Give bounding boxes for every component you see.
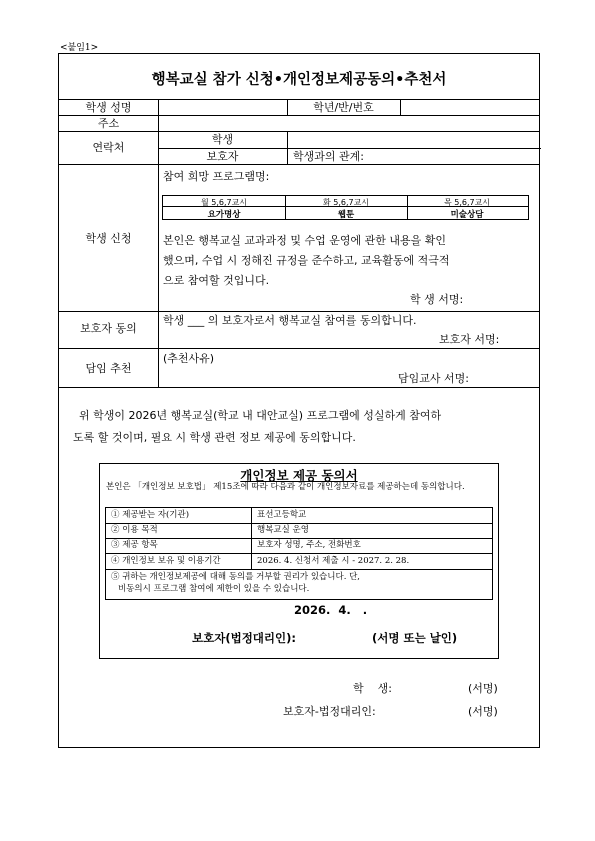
attachment-label: <붙임1> [60,43,99,53]
row-divider [59,387,539,388]
row-divider [158,148,541,149]
statement-text [73,405,441,449]
guardian-consent-label: 보호자 동의 [80,322,137,335]
program-wish-label: 참여 희망 프로그램명: [163,170,270,183]
consent-row-value: 2026. 4. 신청서 제출 시 - 2027. 2. 28. [257,556,410,566]
contact-student-label: 학생 [211,133,234,146]
consent-title: 개인정보 제공 동의서 [240,468,358,483]
statement-line: 도록 할 것이며, 필요 시 학생 관련 정보 제공에 동의합니다. [73,431,356,444]
consent-sign-label: (서명 또는 날인) [372,631,458,645]
consent-row-label: ③ 제공 항목 [111,540,158,550]
guardian-signature-label: 보호자 서명: [439,333,500,346]
student-signature-label: 학 생 서명: [410,293,464,306]
program-day: 목 5,6,7교시 [443,198,491,207]
page-title: 행복교실 참가 신청•개인정보제공동의•추천서 [151,72,447,88]
row-divider [106,553,492,554]
consent-note-line: 비동의시 프로그램 참여에 제한이 있을 수 있습니다. [118,584,310,594]
consent-table [105,507,493,600]
consent-row-label: ② 이용 목적 [111,525,158,535]
consent-row-label: ① 제공받는 자(기관) [111,510,190,520]
program-day: 월 5,6,7교시 [200,198,248,207]
privacy-consent-box [99,463,499,659]
row-divider [59,348,539,349]
program-option[interactable] [163,196,285,219]
consent-row-value: 표선고등학교 [257,510,307,520]
row-divider [106,538,492,539]
pledge-line: 했으며, 수업 시 정해진 규정을 준수하고, 교육활동에 적극적 [163,254,450,267]
grade-class-number-label: 학년/반/번호 [313,101,374,114]
guardian-consent-text: 학생 ___ 의 보호자로서 행복교실 참여를 동의합니다. [163,314,417,327]
program-option[interactable] [285,196,407,219]
program-name: 웹툰 [337,210,355,220]
program-name: 요가명상 [207,210,241,220]
footer-guardian-label: 보호자-법정대리인: [283,705,376,718]
program-options-table [162,195,529,220]
consent-note-line: ⑤ 귀하는 개인정보제공에 대해 동의를 거부할 권리가 있습니다. 단, [111,572,361,582]
consent-row-value: 행복교실 운영 [257,525,309,535]
application-label: 학생 신청 [85,232,132,245]
program-name: 미술상담 [450,210,484,220]
consent-intro: 본인은 「개인정보 보호법」 제15조에 따라 다음과 같이 개인정보자료를 제공하는데 동의합니다. [106,482,465,492]
teacher-signature-label: 담임교사 서명: [398,372,469,385]
student-name-label: 학생 성명 [85,101,132,114]
footer-student-sign: (서명) [468,682,498,695]
statement-line: 위 학생이 2026년 행복교실(학교 내 대안교실) 프로그램에 성실하게 참여하 [79,409,442,422]
row-divider [59,164,539,165]
footer-guardian-sign: (서명) [468,705,498,718]
pledge-line: 으로 참여할 것입니다. [163,274,270,287]
relationship-label: 학생과의 관계: [293,150,364,163]
row-divider [106,569,492,570]
grade-class-number-field[interactable] [401,100,540,115]
consent-guardian-label: 보호자(법정대리인): [192,631,296,645]
teacher-recommend-label: 담임 추천 [85,362,132,375]
row-divider [106,523,492,524]
student-phone-field[interactable] [288,132,540,148]
student-name-field[interactable] [159,100,286,115]
contact-label: 연락처 [92,141,125,154]
program-option[interactable] [407,196,527,219]
address-label: 주소 [97,117,120,130]
consent-row-label: ④ 개인정보 보유 및 이용기간 [111,556,221,566]
contact-guardian-label: 보호자 [206,150,239,163]
footer-student-label: 학 생: [353,682,392,695]
pledge-text [163,231,450,291]
application-form [58,53,540,748]
program-day: 화 5,6,7교시 [322,198,370,207]
address-field[interactable] [159,116,540,131]
consent-row-value: 보호자 성명, 주소, 전화번호 [257,540,361,550]
consent-date: 2026. 4. . [294,603,368,617]
pledge-line: 본인은 행복교실 교과과정 및 수업 운영에 관한 내용을 확인 [163,234,446,247]
recommend-reason-label: (추천사유) [163,352,215,365]
row-divider [59,311,539,312]
